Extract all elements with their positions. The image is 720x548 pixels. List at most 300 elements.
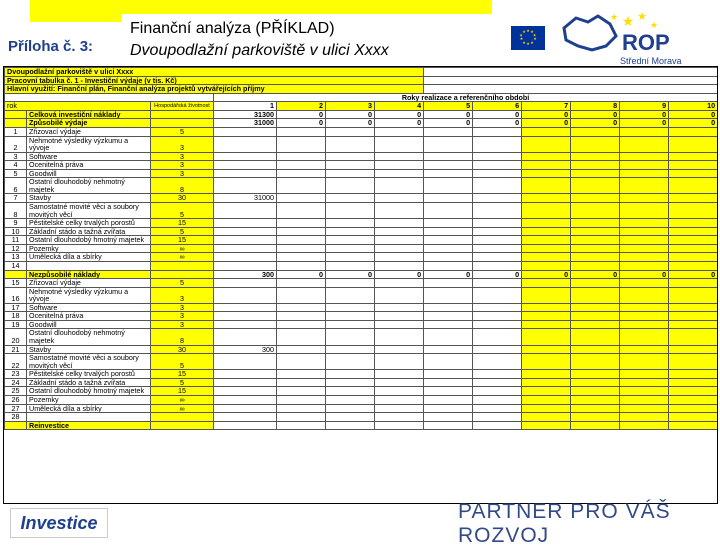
value-cell[interactable] (620, 194, 669, 203)
value-cell[interactable] (473, 287, 522, 303)
value-cell[interactable] (473, 320, 522, 329)
value-cell[interactable] (375, 395, 424, 404)
value-cell[interactable] (522, 345, 571, 354)
value-cell[interactable] (277, 370, 326, 379)
value-cell[interactable] (571, 312, 620, 321)
value-cell[interactable] (214, 169, 277, 178)
value-cell[interactable] (326, 354, 375, 370)
value-cell[interactable] (473, 244, 522, 253)
value-cell[interactable] (277, 387, 326, 396)
value-cell[interactable] (571, 219, 620, 228)
value-cell[interactable]: 0 (473, 119, 522, 128)
value-cell[interactable] (669, 413, 718, 422)
value-cell[interactable] (571, 161, 620, 170)
value-cell[interactable]: 0 (571, 119, 620, 128)
value-cell[interactable] (277, 421, 326, 430)
value-cell[interactable] (424, 127, 473, 136)
value-cell[interactable] (277, 253, 326, 262)
value-cell[interactable] (669, 236, 718, 245)
value-cell[interactable] (571, 253, 620, 262)
value-cell[interactable] (424, 345, 473, 354)
value-cell[interactable] (326, 287, 375, 303)
value-cell[interactable] (214, 219, 277, 228)
value-cell[interactable] (620, 127, 669, 136)
value-cell[interactable] (522, 203, 571, 219)
value-cell[interactable]: 0 (522, 270, 571, 279)
value-cell[interactable] (326, 194, 375, 203)
value-cell[interactable] (473, 227, 522, 236)
value-cell[interactable] (375, 329, 424, 345)
value-cell[interactable] (277, 279, 326, 288)
value-cell[interactable] (277, 169, 326, 178)
value-cell[interactable] (473, 370, 522, 379)
value-cell[interactable] (669, 161, 718, 170)
value-cell[interactable] (669, 261, 718, 270)
value-cell[interactable] (522, 136, 571, 152)
value-cell[interactable] (473, 345, 522, 354)
value-cell[interactable] (424, 152, 473, 161)
value-cell[interactable] (375, 169, 424, 178)
value-cell[interactable] (571, 279, 620, 288)
value-cell[interactable] (669, 279, 718, 288)
value-cell[interactable] (326, 161, 375, 170)
value-cell[interactable] (571, 194, 620, 203)
value-cell[interactable] (214, 413, 277, 422)
value-cell[interactable] (326, 312, 375, 321)
value-cell[interactable] (424, 161, 473, 170)
value-cell[interactable] (620, 152, 669, 161)
value-cell[interactable] (669, 387, 718, 396)
value-cell[interactable]: 31000 (214, 194, 277, 203)
value-cell[interactable] (326, 261, 375, 270)
value-cell[interactable] (214, 329, 277, 345)
value-cell[interactable] (669, 203, 718, 219)
value-cell[interactable] (571, 370, 620, 379)
value-cell[interactable] (214, 404, 277, 413)
value-cell[interactable]: 0 (669, 270, 718, 279)
value-cell[interactable] (522, 169, 571, 178)
value-cell[interactable] (375, 378, 424, 387)
value-cell[interactable] (375, 345, 424, 354)
value-cell[interactable] (571, 354, 620, 370)
value-cell[interactable] (326, 404, 375, 413)
value-cell[interactable]: 0 (424, 270, 473, 279)
value-cell[interactable] (473, 378, 522, 387)
value-cell[interactable] (669, 169, 718, 178)
value-cell[interactable] (620, 161, 669, 170)
value-cell[interactable] (424, 312, 473, 321)
value-cell[interactable] (424, 203, 473, 219)
value-cell[interactable] (424, 303, 473, 312)
value-cell[interactable] (620, 236, 669, 245)
value-cell[interactable] (620, 253, 669, 262)
value-cell[interactable] (473, 169, 522, 178)
value-cell[interactable]: 0 (620, 270, 669, 279)
value-cell[interactable] (277, 303, 326, 312)
value-cell[interactable] (522, 387, 571, 396)
value-cell[interactable] (214, 127, 277, 136)
value-cell[interactable] (571, 136, 620, 152)
value-cell[interactable] (277, 312, 326, 321)
value-cell[interactable]: 300 (214, 270, 277, 279)
value-cell[interactable] (473, 421, 522, 430)
value-cell[interactable] (522, 413, 571, 422)
value-cell[interactable] (473, 152, 522, 161)
value-cell[interactable] (424, 227, 473, 236)
value-cell[interactable] (620, 387, 669, 396)
value-cell[interactable] (473, 387, 522, 396)
value-cell[interactable] (424, 219, 473, 228)
value-cell[interactable] (473, 261, 522, 270)
value-cell[interactable]: 0 (522, 119, 571, 128)
value-cell[interactable] (522, 354, 571, 370)
value-cell[interactable] (473, 203, 522, 219)
value-cell[interactable] (620, 329, 669, 345)
value-cell[interactable] (620, 279, 669, 288)
value-cell[interactable] (277, 152, 326, 161)
value-cell[interactable]: 0 (326, 119, 375, 128)
value-cell[interactable] (522, 127, 571, 136)
value-cell[interactable] (214, 227, 277, 236)
value-cell[interactable] (375, 244, 424, 253)
value-cell[interactable] (571, 236, 620, 245)
value-cell[interactable] (375, 219, 424, 228)
value-cell[interactable]: 0 (522, 110, 571, 119)
value-cell[interactable] (473, 194, 522, 203)
value-cell[interactable] (424, 378, 473, 387)
value-cell[interactable] (375, 194, 424, 203)
value-cell[interactable] (473, 219, 522, 228)
value-cell[interactable] (214, 312, 277, 321)
value-cell[interactable] (326, 152, 375, 161)
value-cell[interactable] (326, 421, 375, 430)
value-cell[interactable]: 0 (571, 270, 620, 279)
value-cell[interactable] (522, 194, 571, 203)
value-cell[interactable] (571, 320, 620, 329)
value-cell[interactable] (620, 312, 669, 321)
value-cell[interactable] (214, 303, 277, 312)
value-cell[interactable] (669, 395, 718, 404)
value-cell[interactable] (473, 354, 522, 370)
value-cell[interactable] (473, 395, 522, 404)
value-cell[interactable] (424, 136, 473, 152)
value-cell[interactable] (375, 152, 424, 161)
value-cell[interactable] (277, 320, 326, 329)
value-cell[interactable] (620, 169, 669, 178)
value-cell[interactable] (277, 395, 326, 404)
value-cell[interactable] (326, 169, 375, 178)
value-cell[interactable] (214, 287, 277, 303)
value-cell[interactable] (326, 370, 375, 379)
value-cell[interactable] (522, 395, 571, 404)
value-cell[interactable] (277, 178, 326, 194)
value-cell[interactable] (326, 253, 375, 262)
value-cell[interactable] (214, 378, 277, 387)
value-cell[interactable] (326, 203, 375, 219)
value-cell[interactable] (473, 312, 522, 321)
value-cell[interactable] (424, 395, 473, 404)
value-cell[interactable] (620, 395, 669, 404)
value-cell[interactable] (214, 387, 277, 396)
value-cell[interactable] (669, 227, 718, 236)
value-cell[interactable] (522, 312, 571, 321)
value-cell[interactable] (522, 152, 571, 161)
value-cell[interactable] (424, 279, 473, 288)
value-cell[interactable] (473, 413, 522, 422)
value-cell[interactable]: 0 (473, 270, 522, 279)
value-cell[interactable] (424, 169, 473, 178)
value-cell[interactable] (326, 320, 375, 329)
value-cell[interactable] (277, 404, 326, 413)
value-cell[interactable] (669, 320, 718, 329)
value-cell[interactable] (277, 219, 326, 228)
value-cell[interactable] (375, 370, 424, 379)
value-cell[interactable] (669, 303, 718, 312)
value-cell[interactable] (669, 370, 718, 379)
value-cell[interactable] (522, 244, 571, 253)
value-cell[interactable] (522, 261, 571, 270)
value-cell[interactable] (375, 387, 424, 396)
value-cell[interactable] (326, 413, 375, 422)
value-cell[interactable] (669, 354, 718, 370)
value-cell[interactable] (571, 203, 620, 219)
value-cell[interactable] (375, 279, 424, 288)
value-cell[interactable] (620, 136, 669, 152)
value-cell[interactable] (277, 194, 326, 203)
value-cell[interactable] (375, 236, 424, 245)
value-cell[interactable] (620, 370, 669, 379)
value-cell[interactable] (522, 329, 571, 345)
value-cell[interactable] (375, 253, 424, 262)
value-cell[interactable] (214, 178, 277, 194)
value-cell[interactable] (571, 227, 620, 236)
value-cell[interactable] (620, 354, 669, 370)
value-cell[interactable] (326, 303, 375, 312)
value-cell[interactable] (620, 219, 669, 228)
value-cell[interactable] (620, 404, 669, 413)
value-cell[interactable] (522, 178, 571, 194)
value-cell[interactable] (326, 244, 375, 253)
value-cell[interactable] (522, 253, 571, 262)
value-cell[interactable] (375, 320, 424, 329)
value-cell[interactable] (424, 194, 473, 203)
value-cell[interactable] (326, 345, 375, 354)
value-cell[interactable] (473, 127, 522, 136)
value-cell[interactable] (424, 253, 473, 262)
value-cell[interactable] (522, 219, 571, 228)
value-cell[interactable] (571, 152, 620, 161)
value-cell[interactable] (424, 354, 473, 370)
value-cell[interactable] (424, 421, 473, 430)
value-cell[interactable] (424, 236, 473, 245)
value-cell[interactable]: 0 (375, 110, 424, 119)
value-cell[interactable]: 0 (620, 119, 669, 128)
value-cell[interactable] (214, 370, 277, 379)
value-cell[interactable] (424, 404, 473, 413)
value-cell[interactable] (277, 127, 326, 136)
value-cell[interactable] (669, 152, 718, 161)
value-cell[interactable] (375, 178, 424, 194)
value-cell[interactable] (424, 244, 473, 253)
value-cell[interactable] (522, 320, 571, 329)
value-cell[interactable] (669, 253, 718, 262)
value-cell[interactable] (571, 404, 620, 413)
value-cell[interactable] (375, 413, 424, 422)
value-cell[interactable] (571, 303, 620, 312)
value-cell[interactable] (375, 421, 424, 430)
value-cell[interactable]: 0 (326, 110, 375, 119)
value-cell[interactable] (473, 329, 522, 345)
value-cell[interactable] (669, 404, 718, 413)
value-cell[interactable] (669, 421, 718, 430)
value-cell[interactable] (326, 395, 375, 404)
value-cell[interactable] (620, 287, 669, 303)
value-cell[interactable]: 0 (375, 270, 424, 279)
value-cell[interactable] (620, 345, 669, 354)
value-cell[interactable] (375, 161, 424, 170)
value-cell[interactable] (669, 136, 718, 152)
value-cell[interactable] (669, 312, 718, 321)
value-cell[interactable]: 0 (326, 270, 375, 279)
value-cell[interactable] (522, 421, 571, 430)
value-cell[interactable] (375, 203, 424, 219)
value-cell[interactable] (326, 178, 375, 194)
value-cell[interactable] (214, 279, 277, 288)
value-cell[interactable] (522, 287, 571, 303)
value-cell[interactable]: 0 (473, 110, 522, 119)
value-cell[interactable] (326, 329, 375, 345)
value-cell[interactable] (620, 244, 669, 253)
value-cell[interactable] (571, 387, 620, 396)
value-cell[interactable] (326, 227, 375, 236)
value-cell[interactable] (669, 219, 718, 228)
value-cell[interactable] (473, 236, 522, 245)
value-cell[interactable] (620, 303, 669, 312)
value-cell[interactable] (326, 219, 375, 228)
value-cell[interactable] (669, 287, 718, 303)
value-cell[interactable]: 300 (214, 345, 277, 354)
value-cell[interactable] (424, 287, 473, 303)
value-cell[interactable] (473, 404, 522, 413)
value-cell[interactable] (473, 303, 522, 312)
value-cell[interactable] (277, 136, 326, 152)
value-cell[interactable] (375, 227, 424, 236)
value-cell[interactable] (375, 127, 424, 136)
value-cell[interactable] (620, 261, 669, 270)
value-cell[interactable] (424, 320, 473, 329)
value-cell[interactable] (214, 320, 277, 329)
value-cell[interactable] (277, 354, 326, 370)
value-cell[interactable] (571, 244, 620, 253)
value-cell[interactable] (522, 236, 571, 245)
value-cell[interactable] (473, 279, 522, 288)
value-cell[interactable] (669, 127, 718, 136)
value-cell[interactable] (375, 303, 424, 312)
value-cell[interactable] (669, 345, 718, 354)
value-cell[interactable] (214, 152, 277, 161)
value-cell[interactable] (473, 178, 522, 194)
value-cell[interactable]: 0 (277, 110, 326, 119)
value-cell[interactable] (277, 244, 326, 253)
value-cell[interactable] (277, 329, 326, 345)
value-cell[interactable] (620, 178, 669, 194)
value-cell[interactable] (571, 127, 620, 136)
value-cell[interactable] (571, 395, 620, 404)
value-cell[interactable] (473, 136, 522, 152)
value-cell[interactable] (375, 287, 424, 303)
value-cell[interactable] (571, 287, 620, 303)
value-cell[interactable] (571, 421, 620, 430)
value-cell[interactable]: 0 (669, 110, 718, 119)
value-cell[interactable] (473, 161, 522, 170)
value-cell[interactable]: 31300 (214, 110, 277, 119)
value-cell[interactable] (214, 253, 277, 262)
value-cell[interactable] (424, 370, 473, 379)
value-cell[interactable] (277, 203, 326, 219)
value-cell[interactable] (571, 329, 620, 345)
value-cell[interactable] (669, 178, 718, 194)
value-cell[interactable] (214, 161, 277, 170)
value-cell[interactable] (571, 413, 620, 422)
value-cell[interactable] (375, 404, 424, 413)
value-cell[interactable] (214, 136, 277, 152)
value-cell[interactable] (571, 378, 620, 387)
value-cell[interactable] (522, 279, 571, 288)
value-cell[interactable] (620, 227, 669, 236)
value-cell[interactable] (522, 378, 571, 387)
value-cell[interactable] (277, 161, 326, 170)
value-cell[interactable]: 0 (375, 119, 424, 128)
value-cell[interactable] (214, 421, 277, 430)
value-cell[interactable] (571, 169, 620, 178)
value-cell[interactable] (620, 203, 669, 219)
value-cell[interactable]: 0 (277, 270, 326, 279)
value-cell[interactable] (277, 236, 326, 245)
value-cell[interactable] (669, 378, 718, 387)
value-cell[interactable]: 31000 (214, 119, 277, 128)
value-cell[interactable]: 0 (571, 110, 620, 119)
value-cell[interactable] (214, 395, 277, 404)
value-cell[interactable] (277, 413, 326, 422)
value-cell[interactable] (424, 387, 473, 396)
value-cell[interactable] (375, 261, 424, 270)
value-cell[interactable] (326, 136, 375, 152)
value-cell[interactable] (473, 253, 522, 262)
value-cell[interactable] (571, 261, 620, 270)
value-cell[interactable] (571, 345, 620, 354)
value-cell[interactable]: 0 (620, 110, 669, 119)
value-cell[interactable] (620, 413, 669, 422)
value-cell[interactable] (277, 345, 326, 354)
value-cell[interactable]: 0 (669, 119, 718, 128)
value-cell[interactable] (277, 227, 326, 236)
value-cell[interactable] (424, 329, 473, 345)
value-cell[interactable] (326, 236, 375, 245)
value-cell[interactable]: 0 (277, 119, 326, 128)
value-cell[interactable] (214, 261, 277, 270)
value-cell[interactable] (326, 378, 375, 387)
value-cell[interactable] (277, 378, 326, 387)
value-cell[interactable] (620, 320, 669, 329)
value-cell[interactable] (326, 279, 375, 288)
value-cell[interactable] (424, 413, 473, 422)
value-cell[interactable] (669, 194, 718, 203)
value-cell[interactable] (375, 136, 424, 152)
value-cell[interactable] (522, 404, 571, 413)
value-cell[interactable] (571, 178, 620, 194)
value-cell[interactable] (326, 387, 375, 396)
value-cell[interactable] (277, 261, 326, 270)
